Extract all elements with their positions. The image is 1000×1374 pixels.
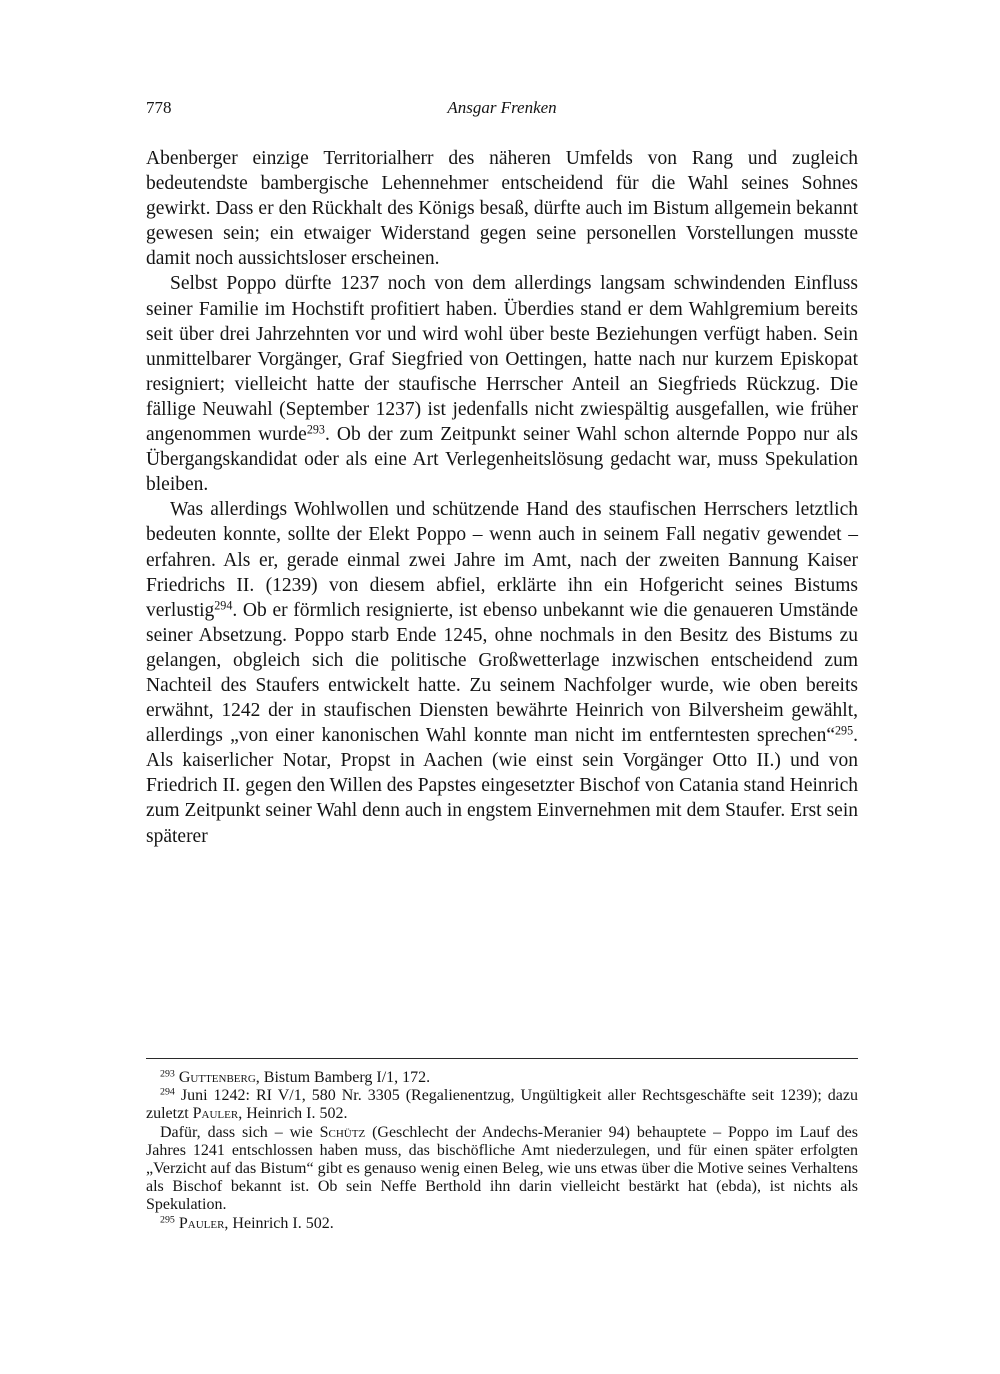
footnote-number: 294 bbox=[160, 1086, 175, 1098]
footnote-295 bbox=[146, 1215, 858, 1233]
footnote-294-continuation bbox=[146, 1124, 858, 1215]
footnote-text: , Heinrich I. 502. bbox=[238, 1105, 348, 1123]
footnote-text: , Bistum Bamberg I/1, 172. bbox=[255, 1069, 431, 1086]
footnote-number: 293 bbox=[160, 1068, 175, 1080]
footnote-author: Guttenberg bbox=[178, 1069, 256, 1086]
footnote-294 bbox=[146, 1087, 858, 1123]
footnote-text: , Heinrich I. 502. bbox=[224, 1214, 334, 1232]
footnote-ref-295[interactable]: 295 bbox=[835, 723, 854, 738]
footnote-text: Dafür, dass sich – wie bbox=[160, 1123, 320, 1141]
footnotes bbox=[146, 1069, 858, 1233]
footnote-text: Juni 1242: RI V/1, 580 Nr. 3305 (Regalienentzug, Ungültigkeit aller Rechtsgeschäfte seit 1239); dazu zuletzt bbox=[146, 1087, 859, 1123]
footnote-author: Pauler bbox=[192, 1105, 239, 1123]
footnote-text: (Geschlecht der Andechs-Meranier 94) behauptete – Poppo im Lauf des Jahres 1241 entschlossen haben muss, das bischöfliche Amt niederzulegen, und für einen später erfolgten „Verzicht auf das Bistum“ gibt es genauso wenig einen Beleg, wie uns etwas über die Motive seines Verhaltens als Bischof bekannt ist. Ob sein Neffe Berthold ihn darin vielleicht bestärkt hat (ebda), ist nichts als Spekulation. bbox=[146, 1123, 859, 1214]
footnote-author: Pauler bbox=[178, 1214, 225, 1232]
paragraph-2-text-b: . Ob der zum Zeitpunkt seiner Wahl schon alternde Poppo nur als Übergangskandidat oder als eine Art Verlegenheitslösung gedacht war, muss Spekulation bleiben. bbox=[146, 424, 858, 496]
footnote-ref-293[interactable]: 293 bbox=[306, 422, 325, 437]
paragraph-1 bbox=[146, 146, 858, 271]
footnote-divider bbox=[146, 1058, 858, 1059]
footnote-ref-294[interactable]: 294 bbox=[214, 598, 233, 613]
paragraph-3 bbox=[146, 497, 858, 848]
paragraph-3-text-b: . Ob er förmlich resignierte, ist ebenso unbekannt wie die genaueren Umstände seiner Absetzung. Poppo starb Ende 1245, ohne nochmals in den Besitz des Bistums zu gelangen, obgleich sich die politische Großwetterlage inzwischen entscheidend zum Nachteil des Staufers entwickelt hatte. Zu seinem Nachfolger wurde, wie oben bereits erwähnt, 1242 der in staufischen Diensten bewährte Heinrich von Bilversheim gewählt, allerdings „von einer kanonischen Wahl konnte man nicht im entferntesten sprechen“ bbox=[146, 599, 858, 747]
paragraph-2-text-a: Selbst Poppo dürfte 1237 noch von dem allerdings langsam schwindenden Einfluss seiner Familie im Hochstift profitiert haben. Überdies stand er dem Wahlgremium bereits seit über drei Jahrzehnten vor und wird wohl über beste Beziehungen verfügt haben. Sein unmittelbarer Vorgänger, Graf Siegfried von Oettingen, hatte nach nur kurzem Episkopat resigniert; vielleicht hatte der staufische Herrscher Anteil an Siegfrieds Rückzug. Die fällige Neuwahl (September 1237) ist jedenfalls nicht zwiespältig ausgefallen, wie früher angenommen wurde bbox=[146, 273, 858, 446]
running-head: Ansgar Frenken bbox=[447, 98, 557, 117]
footnote-number: 295 bbox=[160, 1214, 175, 1226]
paragraph-2 bbox=[146, 271, 858, 497]
paragraph-1-text: Abenberger einzige Territorialherr des näheren Umfelds von Rang und zugleich bedeutendste bambergische Lehennehmer entscheidend für die Wahl seines Sohnes gewirkt. Dass er den Rückhalt des Königs besaß, dürfte auch im Bistum allgemein bekannt gewesen sein; ein etwaiger Widerstand gegen seine personellen Vorstellungen musste damit noch aussichtsloser erscheinen. bbox=[146, 148, 858, 270]
footnote-293 bbox=[146, 1069, 858, 1087]
footnote-author: Schütz bbox=[319, 1123, 366, 1141]
page-number: 778 bbox=[146, 98, 172, 117]
page-header bbox=[146, 98, 858, 122]
body-text bbox=[146, 146, 858, 849]
paragraph-3-text-a: Was allerdings Wohlwollen und schützende Hand des staufischen Herrschers letztlich bedeuten konnte, sollte der Elekt Poppo – wenn auch in seinem Fall negativ gewendet – erfahren. Als er, gerade einmal zwei Jahre im Amt, nach der zweiten Bannung Kaiser Friedrichs II. (1239) von diesem abfiel, erklärte ihn ein Hofgericht seines Bistums verlustig bbox=[146, 499, 858, 621]
paragraph-3-text-c: . Als kaiserlicher Notar, Propst in Aachen (wie einst sein Vorgänger Otto II.) und von Friedrich II. gegen den Willen des Papstes eingesetzter Bischof von Catania stand Heinrich zum Zeitpunkt seiner Wahl denn auch in engstem Einvernehmen mit dem Staufer. Erst sein späterer bbox=[146, 725, 858, 847]
